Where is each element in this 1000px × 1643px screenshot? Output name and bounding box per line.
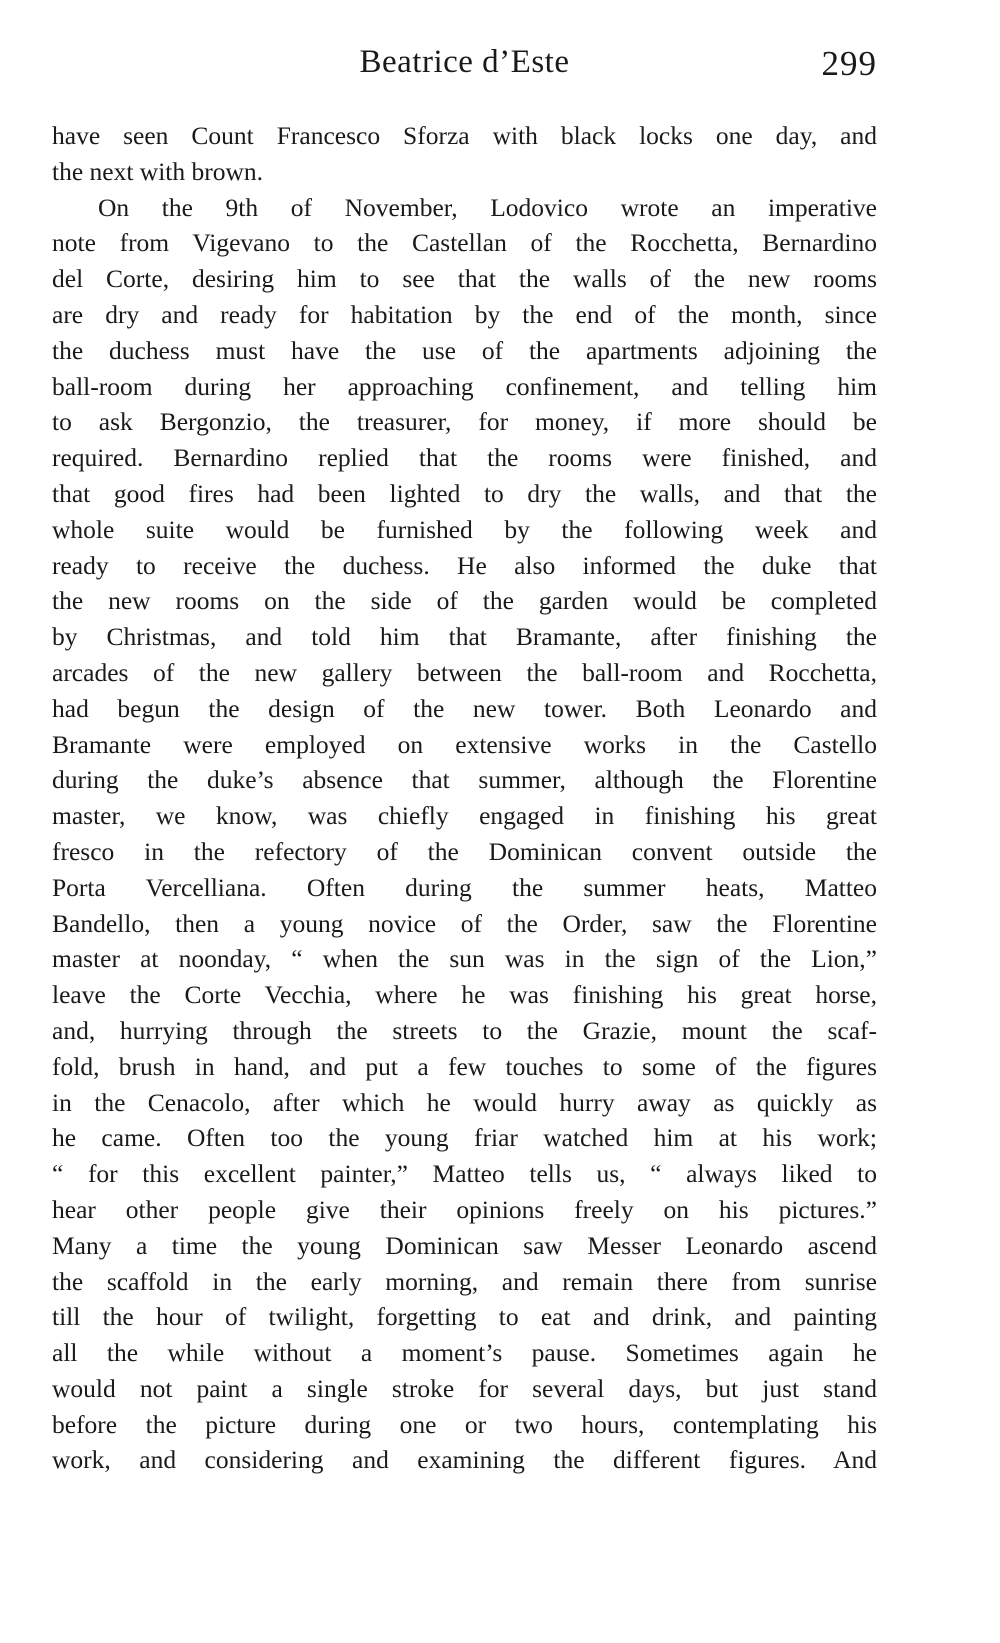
text-line: ball-room during her approaching confinement, and telling him (52, 371, 877, 401)
running-title: Beatrice d’Este (359, 44, 570, 80)
text-line: before the picture during one or two hours, contemplating his (52, 1409, 877, 1439)
text-line: Many a time the young Dominican saw Messer Leonardo ascend (52, 1230, 877, 1260)
text-line: during the duke’s absence that summer, although the Florentine (52, 765, 877, 795)
text-line: “ for this excellent painter,” Matteo tells us, “ always liked to (52, 1159, 877, 1189)
text-line: have seen Count Francesco Sforza with black locks one day, and (52, 121, 877, 150)
text-line: hear other people give their opinions freely on his pictures.” (52, 1194, 877, 1224)
text-line: whole suite would be furnished by the following week and (52, 514, 877, 544)
text-line: arcades of the new gallery between the ball-room and Rocchetta, (52, 657, 877, 687)
text-line: he came. Often too the young friar watched him at his work; (52, 1123, 877, 1153)
text-line: by Christmas, and told him that Bramante, after finishing the (52, 622, 877, 652)
text-line: fold, brush in hand, and put a few touches to some of the figures (52, 1051, 877, 1081)
text-line: the duchess must have the use of the apartments adjoining the (52, 335, 877, 365)
text-line: the next with brown. (52, 156, 264, 186)
text-line: work, and considering and examining the different figures. And (52, 1445, 877, 1475)
text-line: that good fires had been lighted to dry the walls, and that the (52, 478, 877, 508)
text-line: leave the Corte Vecchia, where he was finishing his great horse, (52, 980, 877, 1010)
text-line: ready to receive the duchess. He also informed the duke that (52, 550, 877, 580)
text-line: and, hurrying through the streets to the Grazie, mount the scaf- (52, 1015, 877, 1045)
text-line: the scaffold in the early morning, and remain there from sunrise (52, 1266, 877, 1296)
text-line: all the while without a moment’s pause. Sometimes again he (52, 1338, 877, 1368)
text-line: Bramante were employed on extensive works in the Castello (52, 729, 877, 759)
text-line: are dry and ready for habitation by the end of the month, since (52, 299, 877, 329)
text-line: master at noonday, “ when the sun was in the sign of the Lion,” (52, 944, 877, 974)
page-number: 299 (821, 44, 877, 83)
text-line: the new rooms on the side of the garden would be completed (52, 586, 877, 616)
paragraph-first-line: On the 9th of November, Lodovico wrote an imperative (98, 192, 877, 222)
text-line: master, we know, was chiefly engaged in finishing his great (52, 801, 877, 831)
text-line: to ask Bergonzio, the treasurer, for money, if more should be (52, 407, 877, 437)
text-line: required. Bernardino replied that the rooms were finished, and (52, 443, 877, 473)
text-line: note from Vigevano to the Castellan of the Rocchetta, Bernardino (52, 228, 877, 258)
running-head (52, 44, 877, 94)
text-line: Porta Vercelliana. Often during the summer heats, Matteo (52, 872, 877, 902)
text-line: fresco in the refectory of the Dominican convent outside the (52, 836, 877, 866)
text-line: in the Cenacolo, after which he would hurry away as quickly as (52, 1087, 877, 1117)
text-line: would not paint a single stroke for several days, but just stand (52, 1373, 877, 1403)
text-line: del Corte, desiring him to see that the walls of the new rooms (52, 264, 877, 294)
text-line: till the hour of twilight, forgetting to eat and drink, and painting (52, 1302, 877, 1332)
text-line: had begun the design of the new tower. Both Leonardo and (52, 693, 877, 723)
text-line: Bandello, then a young novice of the Order, saw the Florentine (52, 908, 877, 938)
body-text (52, 118, 877, 1478)
